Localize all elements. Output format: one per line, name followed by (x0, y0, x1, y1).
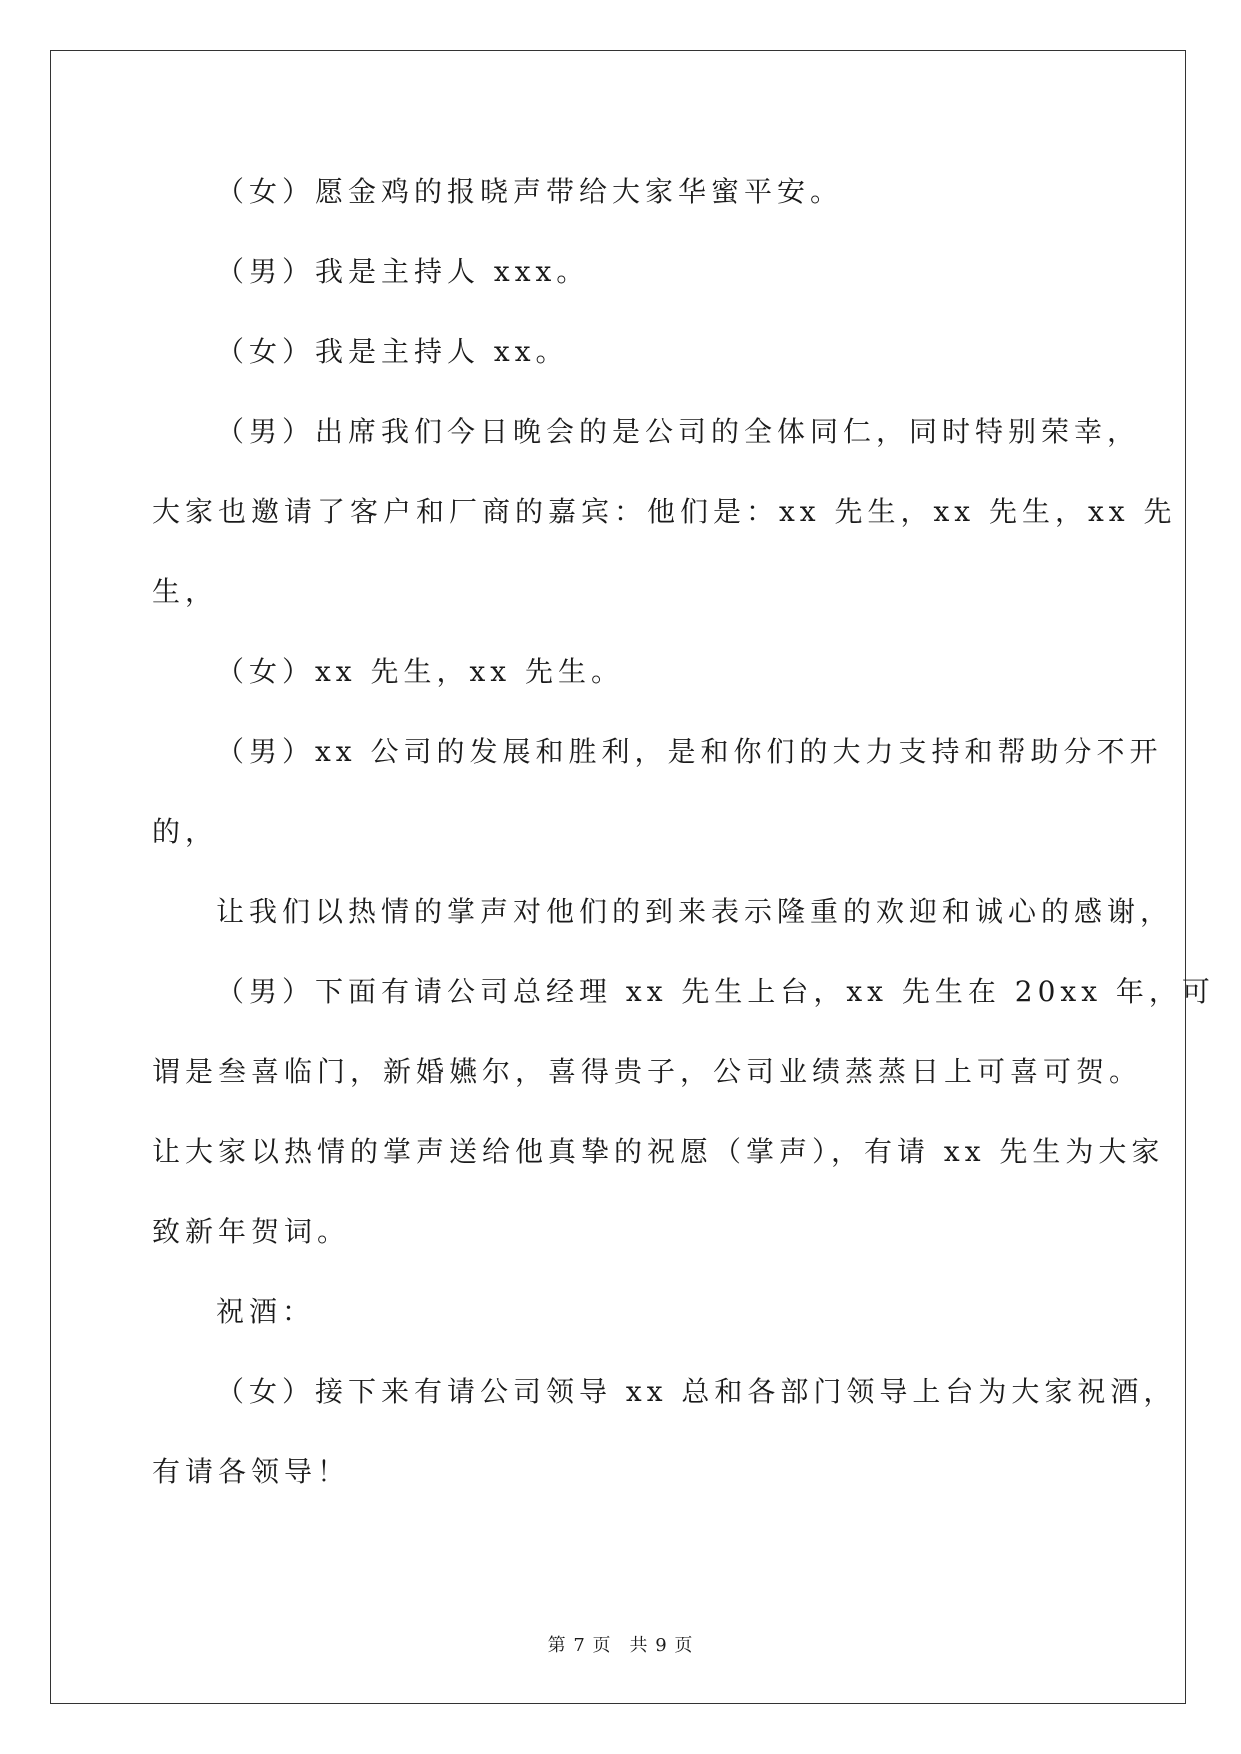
page-footer (0, 1634, 1241, 1658)
paragraph-line: 生， (152, 575, 219, 608)
paragraph-line: （男）出席我们今日晚会的是公司的全体同仁，同时特别荣幸， (216, 415, 1141, 448)
paragraph-line: （男）xx 公司的发展和胜利，是和你们的大力支持和帮助分不开 (216, 735, 1163, 768)
paragraph-line: 致新年贺词。 (152, 1215, 351, 1248)
paragraph-line: 让大家以热情的掌声送给他真挚的祝愿（掌声），有请 xx 先生为大家 (152, 1135, 1165, 1168)
paragraph-line: （女）接下来有请公司领导 xx 总和各部门领导上台为大家祝酒， (216, 1375, 1177, 1408)
paragraph-line: 有请各领导！ (152, 1455, 351, 1488)
paragraph-line: 谓是叁喜临门，新婚嬿尔，喜得贵子，公司业绩蒸蒸日上可喜可贺。 (152, 1055, 1143, 1088)
paragraph-line: 大家也邀请了客户和厂商的嘉宾：他们是：xx 先生，xx 先生，xx 先 (152, 495, 1177, 528)
paragraph-line: 让我们以热情的掌声对他们的到来表示隆重的欢迎和诚心的感谢， (216, 895, 1174, 928)
paragraph-line: 祝酒： (216, 1295, 316, 1328)
page-number-total: 共 9 页 (629, 1635, 694, 1656)
paragraph-line: （男）我是主持人 xxx。 (216, 255, 590, 288)
page-number-current: 第 7 页 (547, 1635, 612, 1656)
paragraph-line: （女）xx 先生，xx 先生。 (216, 655, 624, 688)
paragraph-line: （女）我是主持人 xx。 (216, 335, 569, 368)
paragraph-line: （女）愿金鸡的报晓声带给大家华蜜平安。 (216, 175, 844, 208)
paragraph-line: （男）下面有请公司总经理 xx 先生上台，xx 先生在 20xx 年，可 (216, 975, 1215, 1008)
paragraph-line: 的， (152, 815, 219, 848)
